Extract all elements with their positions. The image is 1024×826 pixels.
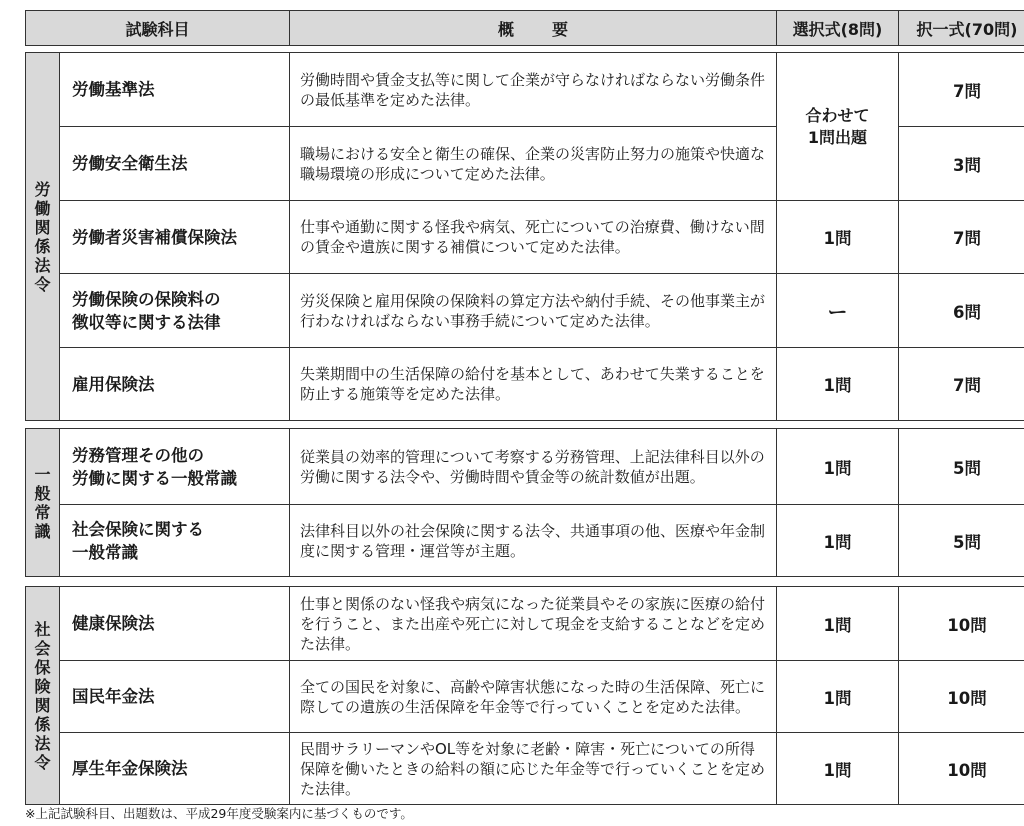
table-row bbox=[26, 505, 1024, 577]
multi-count: 5問 bbox=[899, 505, 1024, 577]
table-row bbox=[26, 53, 1024, 127]
subject-cell: 労働者災害補償保険法 bbox=[60, 201, 290, 274]
description-cell: 労災保険と雇用保険の保険料の算定方法や納付手続、その他事業主が行わなければならない事務手続について定めた法律。 bbox=[290, 274, 777, 348]
description-cell: 従業員の効率的管理について考察する労務管理、上記法律科目以外の労働に関する法令や、労働時間や賃金等の統計数値が出題。 bbox=[290, 429, 777, 505]
subject-line-1: 社会保険に関する bbox=[72, 519, 204, 539]
subject-cell bbox=[60, 429, 290, 505]
multi-count: 10問 bbox=[899, 587, 1024, 661]
header-overview-a: 概 bbox=[497, 19, 514, 39]
multi-count: 10問 bbox=[899, 733, 1024, 805]
subject-line-1: 労務管理その他の bbox=[72, 445, 204, 465]
multi-count: 5問 bbox=[899, 429, 1024, 505]
table-header bbox=[25, 10, 1024, 46]
merged-line-1: 合わせて bbox=[805, 105, 870, 125]
footnote: ※上記試験科目、出題数は、平成29年度受験案内に基づくものです。 bbox=[25, 806, 413, 821]
group-general-knowledge bbox=[25, 428, 1024, 577]
subject-line-2: 徴収等に関する法律 bbox=[72, 312, 221, 332]
header-overview bbox=[290, 11, 777, 46]
subject-cell: 労働安全衛生法 bbox=[60, 127, 290, 201]
description-cell: 仕事と関係のない怪我や病気になった従業員やその家族に医療の給付を行うこと、また出産や死亡に対して現金を支給することなどを定めた法律。 bbox=[290, 587, 777, 661]
header-overview-b: 要 bbox=[552, 19, 569, 39]
subject-cell: 労働基準法 bbox=[60, 53, 290, 127]
group-label: 労働関係法令 bbox=[26, 53, 60, 421]
group-social-insurance-law bbox=[25, 586, 1024, 805]
table-row bbox=[26, 201, 1024, 274]
select-count: 1問 bbox=[777, 733, 899, 805]
description-cell: 全ての国民を対象に、高齢や障害状態になった時の生活保障、死亡に際しての遺族の生活保障を年金等で行っていくことを定めた法律。 bbox=[290, 661, 777, 733]
multi-count: 6問 bbox=[899, 274, 1024, 348]
select-count: 1問 bbox=[777, 201, 899, 274]
select-count: 1問 bbox=[777, 429, 899, 505]
description-cell: 失業期間中の生活保障の給付を基本として、あわせて失業することを防止する施策等を定めた法律。 bbox=[290, 348, 777, 421]
table-row bbox=[26, 274, 1024, 348]
header-subject: 試験科目 bbox=[26, 11, 290, 46]
description-cell: 職場における安全と衛生の確保、企業の災害防止努力の施策や快適な職場環境の形成について定めた法律。 bbox=[290, 127, 777, 201]
table-row bbox=[26, 733, 1024, 805]
multi-count: 3問 bbox=[899, 127, 1024, 201]
select-count-merged bbox=[777, 53, 899, 201]
merged-line-2: 1問出題 bbox=[807, 127, 868, 147]
table-row bbox=[26, 587, 1024, 661]
description-cell: 法律科目以外の社会保険に関する法令、共通事項の他、医療や年金制度に関する管理・運営等が主題。 bbox=[290, 505, 777, 577]
select-count: 1問 bbox=[777, 348, 899, 421]
header-select-8: 選択式(8問) bbox=[777, 11, 899, 46]
multi-count: 7問 bbox=[899, 201, 1024, 274]
subject-line-1: 労働保険の保険料の bbox=[72, 289, 221, 309]
select-count: 1問 bbox=[777, 587, 899, 661]
subject-line-2: 一般常識 bbox=[72, 542, 138, 562]
subject-cell: 国民年金法 bbox=[60, 661, 290, 733]
subject-cell: 健康保険法 bbox=[60, 587, 290, 661]
subject-cell: 雇用保険法 bbox=[60, 348, 290, 421]
header-multi-70: 択一式(70問) bbox=[899, 11, 1024, 46]
description-cell: 労働時間や賃金支払等に関して企業が守らなければならない労働条件の最低基準を定めた法律。 bbox=[290, 53, 777, 127]
table-row bbox=[26, 348, 1024, 421]
table-row bbox=[26, 429, 1024, 505]
subject-line-2: 労働に関する一般常識 bbox=[72, 468, 237, 488]
subject-cell bbox=[60, 274, 290, 348]
description-cell: 民間サラリーマンやOL等を対象に老齢・障害・死亡についての所得保障を働いたときの給料の額に応じた年金等で行っていくことを定めた法律。 bbox=[290, 733, 777, 805]
select-count: 1問 bbox=[777, 505, 899, 577]
group-label: 社会保険関係法令 bbox=[26, 587, 60, 805]
multi-count: 7問 bbox=[899, 348, 1024, 421]
group-label: 一般常識 bbox=[26, 429, 60, 577]
table-row bbox=[26, 661, 1024, 733]
description-cell: 仕事や通勤に関する怪我や病気、死亡についての治療費、働けない間の賃金や遺族に関する補償について定めた法律。 bbox=[290, 201, 777, 274]
multi-count: 10問 bbox=[899, 661, 1024, 733]
subject-cell bbox=[60, 505, 290, 577]
group-labor-law bbox=[25, 52, 1024, 421]
select-count: 1問 bbox=[777, 661, 899, 733]
subject-cell: 厚生年金保険法 bbox=[60, 733, 290, 805]
multi-count: 7問 bbox=[899, 53, 1024, 127]
select-count: ー bbox=[777, 274, 899, 348]
